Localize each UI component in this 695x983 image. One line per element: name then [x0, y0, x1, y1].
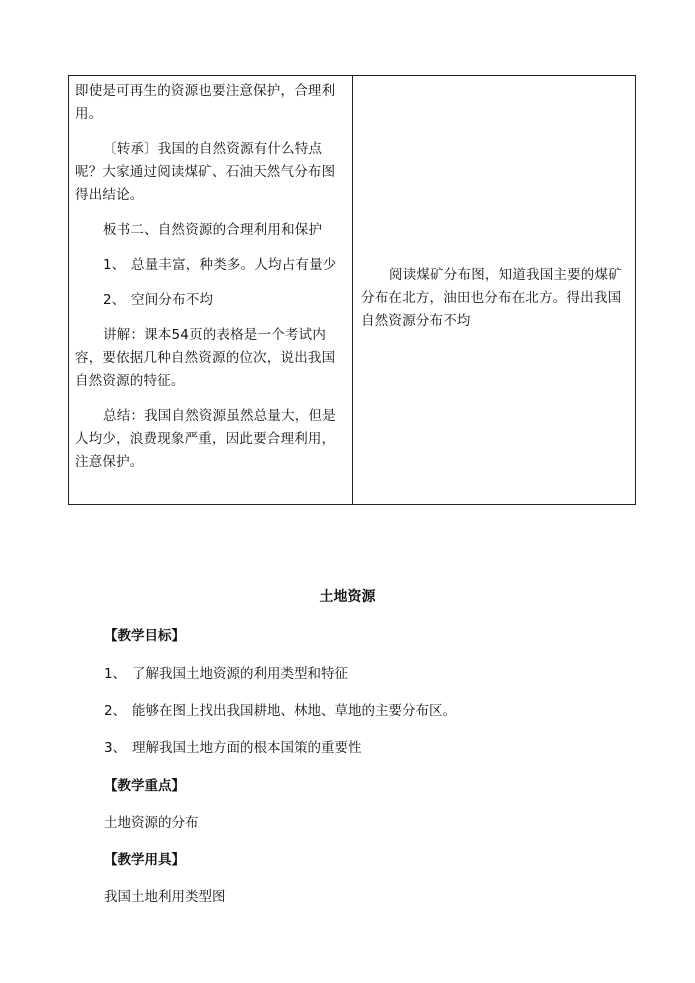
- list-text: 能够在图上找出我国耕地、林地、草地的主要分布区。: [132, 703, 456, 719]
- list-text: 理解我国土地方面的根本国策的重要性: [132, 740, 362, 756]
- paragraph-student-activity: 阅读煤矿分布图，知道我国主要的煤矿分布在北方，油田也分布在北方。得出我国自然资源分布不均: [361, 267, 622, 329]
- list-number: 3、: [104, 740, 127, 756]
- list-number: 1、: [103, 257, 126, 273]
- list-number: 2、: [103, 292, 126, 308]
- key-points-heading: 【教学重点】: [104, 778, 185, 794]
- list-item: [75, 254, 346, 277]
- student-activity-cell: [353, 76, 635, 504]
- list-text: 总量丰富，种类多。人均占有量少: [131, 257, 337, 273]
- key-points-text: 土地资源的分布: [104, 815, 199, 831]
- teacher-activity-cell: [69, 76, 353, 504]
- section-title: 土地资源: [319, 589, 376, 605]
- list-text: 空间分布不均: [131, 292, 214, 308]
- list-number: 2、: [104, 703, 127, 719]
- objectives-heading: 【教学目标】: [104, 628, 185, 644]
- paragraph-transition: 〔转承〕我国的自然资源有什么特点呢？大家通过阅读煤矿、石油天然气分布图得出结论。: [75, 141, 336, 203]
- list-item: [104, 662, 348, 682]
- paragraph-board-heading: 板书二、自然资源的合理利用和保护: [103, 222, 323, 238]
- paragraph-summary: 总结：我国自然资源虽然总量大，但是人均少，浪费现象严重，因此要合理利用，注意保护。: [75, 408, 336, 470]
- list-item: [104, 699, 456, 719]
- list-text: 了解我国土地资源的利用类型和特征: [132, 666, 348, 682]
- list-item: [104, 736, 362, 756]
- teaching-tools-text: 我国土地利用类型图: [104, 889, 226, 905]
- list-item: [75, 289, 346, 312]
- teaching-tools-heading: 【教学用具】: [104, 852, 185, 868]
- paragraph-protect: 即使是可再生的资源也要注意保护，合理利用。: [75, 83, 336, 122]
- list-number: 1、: [104, 666, 127, 682]
- paragraph-explanation: 讲解：课本54页的表格是一个考试内容，要依据几种自然资源的位次，说出我国自然资源的特征。: [75, 327, 336, 389]
- lesson-table: [68, 75, 636, 505]
